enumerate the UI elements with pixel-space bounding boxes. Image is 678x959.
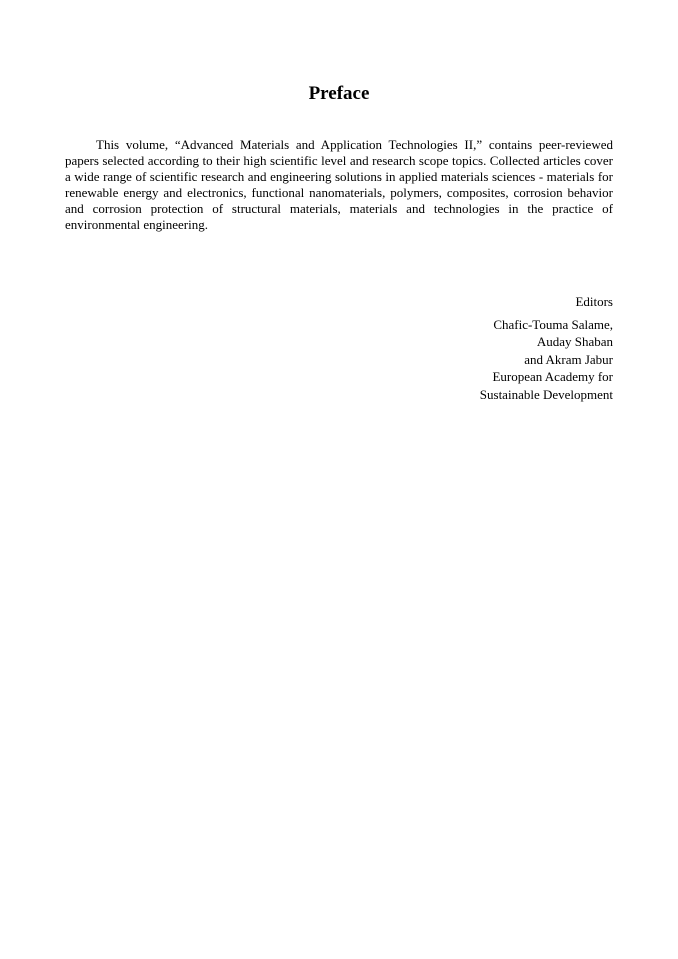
signature-block	[480, 293, 613, 403]
signature-role: Editors	[575, 294, 613, 309]
signature-line: Sustainable Development	[479, 386, 613, 402]
signature-line: European Academy for	[492, 369, 613, 384]
preface-paragraph: This volume, “Advanced Materials and Application Technologies II,” contains peer-reviewed papers selected according to their high scientific level and research scope topics. Collected articles cover a wide range of scientific research and engineering solutions in applied materials sciences - materials for renewable energy and electronics, functional nanomaterials, polymers, composites, corrosion behavior and corrosion protection of structural materials, materials and technologies in the practice of environmental engineering.	[65, 137, 613, 232]
page-title: Preface	[308, 83, 370, 104]
signature-line: Chafic-Touma Salame,	[493, 316, 613, 332]
signature-line: Auday Shaban	[536, 334, 613, 349]
signature-line: and Akram Jabur	[524, 351, 613, 367]
